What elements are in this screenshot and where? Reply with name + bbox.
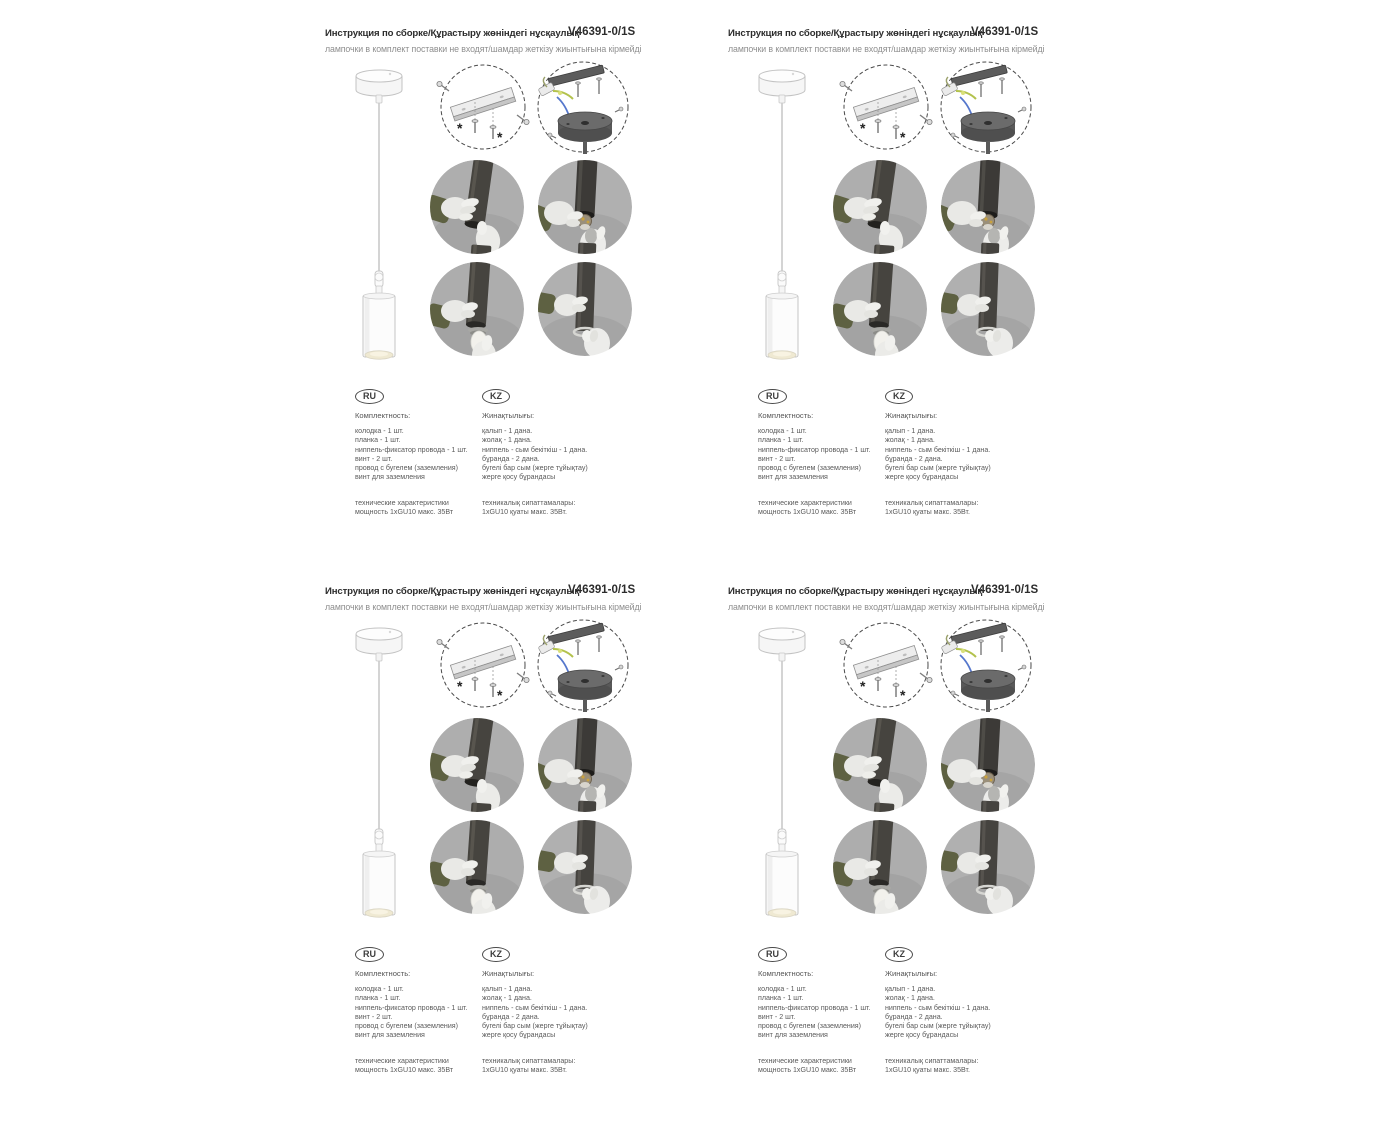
tech-value: 1xGU10 қуаты макс. 35Вт. xyxy=(885,508,970,517)
list-item: планка - 1 шт. xyxy=(758,436,804,445)
mounting-diagrams xyxy=(836,58,1046,158)
cord-connector xyxy=(778,271,786,296)
list-item: планка - 1 шт. xyxy=(355,436,401,445)
page-copy-2 xyxy=(728,28,1062,548)
list-item: бұранда - 2 дана. xyxy=(885,1012,943,1021)
tech-title: технические характеристики xyxy=(355,498,449,507)
list-item: провод с бугелем (заземления) xyxy=(355,464,459,473)
tech-value: мощность 1xGU10 макс. 35Вт xyxy=(355,1066,454,1075)
asterisk-mark: * xyxy=(860,678,866,694)
list-item: колодка - 1 шт. xyxy=(758,985,807,993)
tech-title: техникалық сипаттамалары: xyxy=(482,498,576,507)
lamp-disclaimer: лампочки в комплект поставки не входят/шамдар жеткізу жиынтығына кірмейді xyxy=(728,44,1045,54)
list-item: провод с бугелем (заземления) xyxy=(758,464,862,473)
mounting-diagrams xyxy=(433,616,643,716)
page-copy-1 xyxy=(325,28,659,548)
ru-language-badge: RU xyxy=(355,389,384,404)
page-title: Инструкция по сборке/Құрастыру жөніндегі нұсқаулық xyxy=(325,586,580,597)
list-item: винт - 2 шт. xyxy=(355,454,393,463)
page-copy-3 xyxy=(325,586,659,1106)
list-item: ниппель-фиксатор провода - 1 шт. xyxy=(355,1003,468,1012)
list-item: жолақ - 1 дана. xyxy=(482,994,532,1003)
assembly-photo-steps xyxy=(828,154,1040,360)
list-item: бугелі бар сым (жерге тұйықтау) xyxy=(885,464,991,473)
list-item: бұранда - 2 дана. xyxy=(482,454,540,463)
list-item: бугелі бар сым (жерге тұйықтау) xyxy=(482,464,588,473)
kz-parts-heading: Жинақтылығы: xyxy=(482,411,535,420)
lampshade xyxy=(363,851,395,917)
list-item: винт - 2 шт. xyxy=(758,454,796,463)
kz-parts-list xyxy=(885,985,1025,1041)
ru-parts-list xyxy=(355,985,477,1041)
kz-tech-specs xyxy=(885,1057,1025,1076)
lampshade xyxy=(363,293,395,359)
tech-value: 1xGU10 қуаты макс. 35Вт. xyxy=(482,1066,567,1075)
list-item: винт для заземления xyxy=(355,1031,425,1040)
list-item: бугелі бар сым (жерге тұйықтау) xyxy=(885,1022,991,1031)
ru-parts-list xyxy=(758,427,880,483)
list-item: бугелі бар сым (жерге тұйықтау) xyxy=(482,1022,588,1031)
list-item: жерге қосу бұрандасы xyxy=(885,473,959,482)
kz-section xyxy=(482,944,622,1075)
kz-section xyxy=(885,386,1025,517)
list-item: ниппель - сым бекіткіш - 1 дана. xyxy=(482,445,588,454)
asterisk-mark: * xyxy=(860,120,866,136)
list-item: жолақ - 1 дана. xyxy=(885,436,935,445)
pendant-lamp-illustration xyxy=(733,64,833,366)
kz-language-badge: KZ xyxy=(482,389,510,404)
ceiling-canopy xyxy=(356,628,402,661)
list-item: қалып - 1 дана. xyxy=(482,985,533,993)
page-copy-4 xyxy=(728,586,1062,1106)
pendant-lamp-illustration xyxy=(733,622,833,924)
model-number: V46391-0/1S xyxy=(568,584,636,596)
kz-parts-list xyxy=(482,427,622,483)
list-item: винт для заземления xyxy=(355,473,425,482)
asterisk-mark: * xyxy=(900,129,906,145)
list-item: жолақ - 1 дана. xyxy=(885,994,935,1003)
model-number: V46391-0/1S xyxy=(971,26,1039,38)
kz-parts-heading: Жинақтылығы: xyxy=(885,411,938,420)
tech-value: мощность 1xGU10 макс. 35Вт xyxy=(355,508,454,517)
list-item: ниппель-фиксатор провода - 1 шт. xyxy=(758,445,871,454)
list-item: бұранда - 2 дана. xyxy=(885,454,943,463)
ceiling-canopy xyxy=(759,70,805,103)
kz-section xyxy=(482,386,622,517)
ru-section xyxy=(355,944,477,1075)
kz-parts-list xyxy=(885,427,1025,483)
asterisk-mark: * xyxy=(497,129,503,145)
ru-parts-heading: Комплектность: xyxy=(355,969,411,978)
cord-connector xyxy=(778,829,786,854)
lampshade xyxy=(766,293,798,359)
instruction-page xyxy=(325,586,659,1106)
ru-parts-list xyxy=(355,427,477,483)
tech-value: 1xGU10 қуаты макс. 35Вт. xyxy=(885,1066,970,1075)
asterisk-mark: * xyxy=(497,687,503,703)
list-item: колодка - 1 шт. xyxy=(758,427,807,435)
list-item: винт - 2 шт. xyxy=(355,1012,393,1021)
list-item: ниппель-фиксатор провода - 1 шт. xyxy=(355,445,468,454)
list-item: планка - 1 шт. xyxy=(758,994,804,1003)
ceiling-canopy xyxy=(356,70,402,103)
kz-tech-specs xyxy=(885,499,1025,518)
assembly-photo-steps xyxy=(828,712,1040,918)
instruction-page xyxy=(728,28,1062,548)
asterisk-mark: * xyxy=(457,678,463,694)
ru-section xyxy=(355,386,477,517)
assembly-photo-steps xyxy=(425,154,637,360)
tech-title: технические характеристики xyxy=(355,1056,449,1065)
cord-connector xyxy=(375,271,383,296)
page-title: Инструкция по сборке/Құрастыру жөніндегі нұсқаулық xyxy=(728,586,983,597)
tech-title: технические характеристики xyxy=(758,1056,852,1065)
list-item: жерге қосу бұрандасы xyxy=(885,1031,959,1040)
list-item: ниппель - сым бекіткіш - 1 дана. xyxy=(482,1003,588,1012)
tech-title: техникалық сипаттамалары: xyxy=(885,498,979,507)
ru-parts-heading: Комплектность: xyxy=(355,411,411,420)
asterisk-mark: * xyxy=(900,687,906,703)
list-item: ниппель - сым бекіткіш - 1 дана. xyxy=(885,1003,991,1012)
model-number: V46391-0/1S xyxy=(971,584,1039,596)
kz-parts-list xyxy=(482,985,622,1041)
ru-parts-list xyxy=(758,985,880,1041)
kz-language-badge: KZ xyxy=(482,947,510,962)
kz-section xyxy=(885,944,1025,1075)
list-item: қалып - 1 дана. xyxy=(885,985,936,993)
tech-value: мощность 1xGU10 макс. 35Вт xyxy=(758,508,857,517)
ru-language-badge: RU xyxy=(355,947,384,962)
tech-title: техникалық сипаттамалары: xyxy=(482,1056,576,1065)
ru-tech-specs xyxy=(355,499,477,518)
list-item: колодка - 1 шт. xyxy=(355,985,404,993)
page-title: Инструкция по сборке/Құрастыру жөніндегі нұсқаулық xyxy=(325,28,580,39)
ru-parts-heading: Комплектность: xyxy=(758,969,814,978)
lampshade xyxy=(766,851,798,917)
list-item: винт для заземления xyxy=(758,473,828,482)
page-title: Инструкция по сборке/Құрастыру жөніндегі нұсқаулық xyxy=(728,28,983,39)
kz-tech-specs xyxy=(482,499,622,518)
ru-tech-specs xyxy=(758,1057,880,1076)
list-item: бұранда - 2 дана. xyxy=(482,1012,540,1021)
list-item: жерге қосу бұрандасы xyxy=(482,1031,556,1040)
tech-value: 1xGU10 қуаты макс. 35Вт. xyxy=(482,508,567,517)
instruction-page xyxy=(728,586,1062,1106)
kz-parts-heading: Жинақтылығы: xyxy=(482,969,535,978)
ru-tech-specs xyxy=(758,499,880,518)
mounting-diagrams xyxy=(836,616,1046,716)
cord-connector xyxy=(375,829,383,854)
tech-title: техникалық сипаттамалары: xyxy=(885,1056,979,1065)
asterisk-mark: * xyxy=(457,120,463,136)
list-item: колодка - 1 шт. xyxy=(355,427,404,435)
list-item: қалып - 1 дана. xyxy=(885,427,936,435)
assembly-photo-steps xyxy=(425,712,637,918)
tech-title: технические характеристики xyxy=(758,498,852,507)
list-item: ниппель-фиксатор провода - 1 шт. xyxy=(758,1003,871,1012)
ru-section xyxy=(758,944,880,1075)
ceiling-canopy xyxy=(759,628,805,661)
lamp-disclaimer: лампочки в комплект поставки не входят/шамдар жеткізу жиынтығына кірмейді xyxy=(325,602,642,612)
list-item: винт - 2 шт. xyxy=(758,1012,796,1021)
kz-parts-heading: Жинақтылығы: xyxy=(885,969,938,978)
ru-language-badge: RU xyxy=(758,947,787,962)
mounting-diagrams xyxy=(433,58,643,158)
lamp-disclaimer: лампочки в комплект поставки не входят/шамдар жеткізу жиынтығына кірмейді xyxy=(728,602,1045,612)
tech-value: мощность 1xGU10 макс. 35Вт xyxy=(758,1066,857,1075)
list-item: жолақ - 1 дана. xyxy=(482,436,532,445)
model-number: V46391-0/1S xyxy=(568,26,636,38)
ru-section xyxy=(758,386,880,517)
list-item: провод с бугелем (заземления) xyxy=(355,1022,459,1031)
kz-language-badge: KZ xyxy=(885,389,913,404)
ru-language-badge: RU xyxy=(758,389,787,404)
list-item: жерге қосу бұрандасы xyxy=(482,473,556,482)
instruction-page xyxy=(325,28,659,548)
pendant-lamp-illustration xyxy=(330,64,430,366)
pendant-lamp-illustration xyxy=(330,622,430,924)
list-item: қалып - 1 дана. xyxy=(482,427,533,435)
list-item: винт для заземления xyxy=(758,1031,828,1040)
kz-language-badge: KZ xyxy=(885,947,913,962)
lamp-disclaimer: лампочки в комплект поставки не входят/шамдар жеткізу жиынтығына кірмейді xyxy=(325,44,642,54)
ru-parts-heading: Комплектность: xyxy=(758,411,814,420)
list-item: провод с бугелем (заземления) xyxy=(758,1022,862,1031)
ru-tech-specs xyxy=(355,1057,477,1076)
list-item: планка - 1 шт. xyxy=(355,994,401,1003)
kz-tech-specs xyxy=(482,1057,622,1076)
list-item: ниппель - сым бекіткіш - 1 дана. xyxy=(885,445,991,454)
